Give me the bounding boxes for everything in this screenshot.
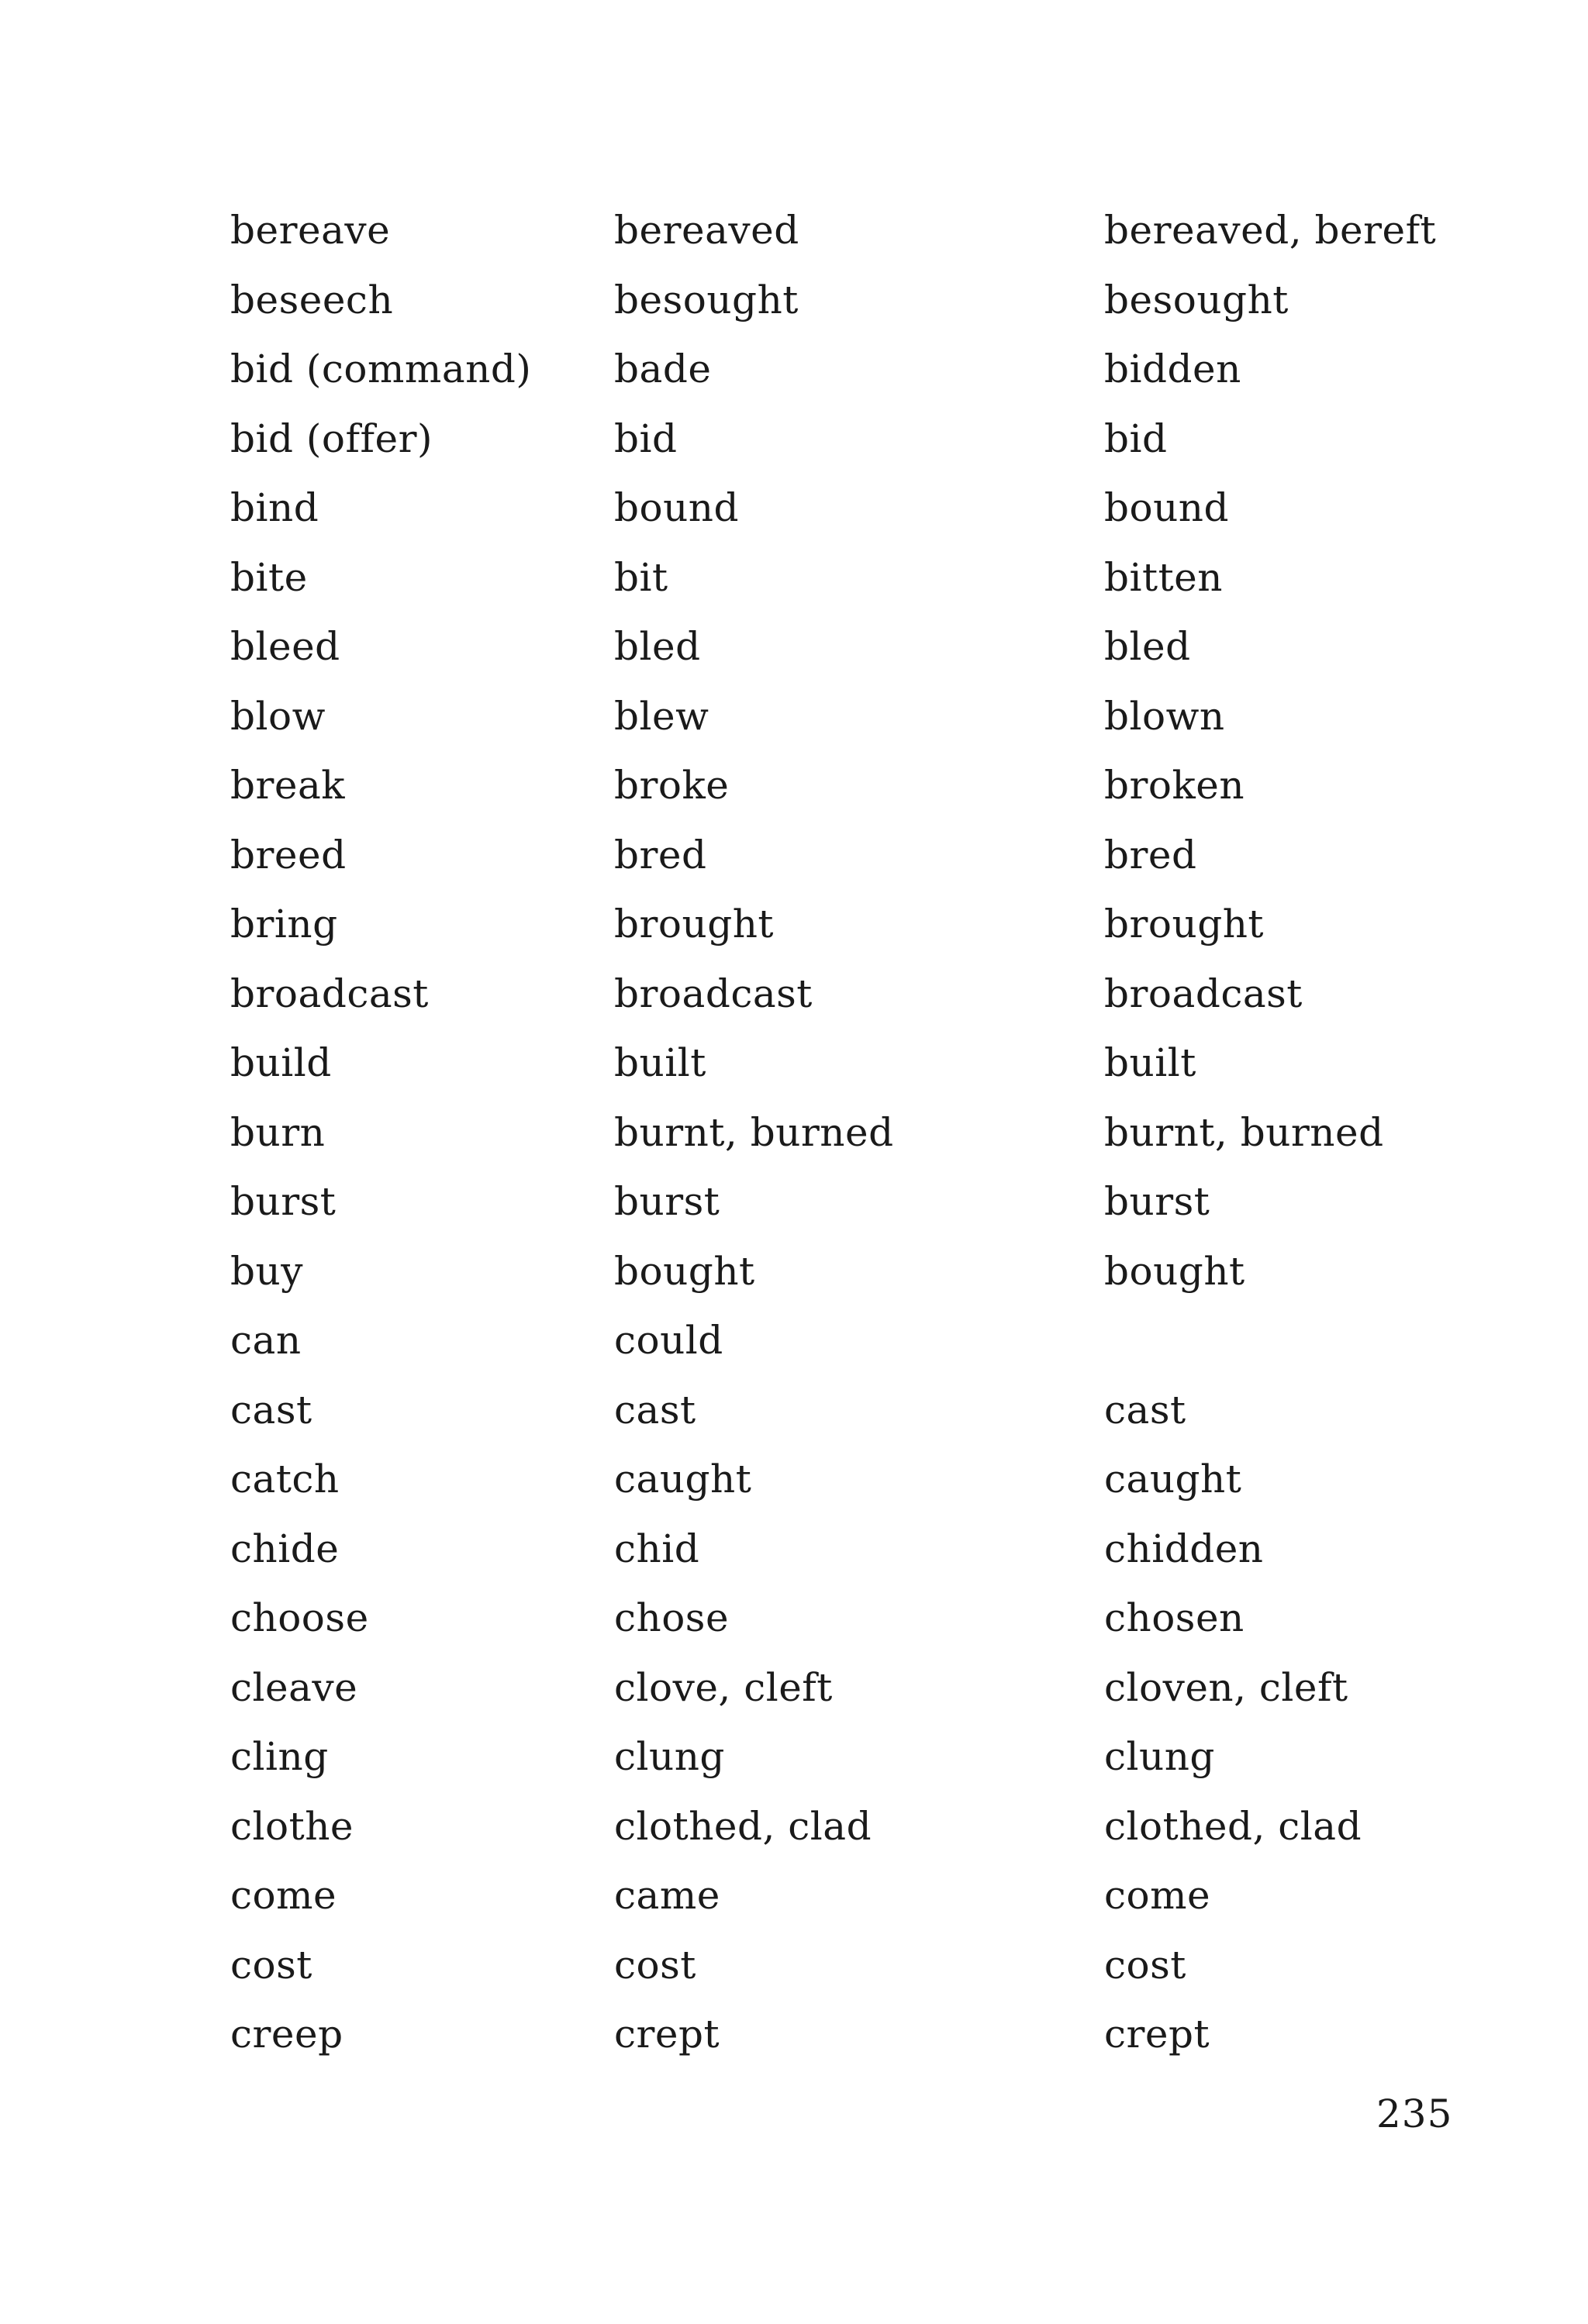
base-form-cell: burn bbox=[230, 1109, 326, 1155]
past-participle-cell: cloven, cleft bbox=[1104, 1664, 1348, 1710]
past-tense-cell: crept bbox=[614, 2012, 720, 2057]
past-participle-cell: bought bbox=[1104, 1248, 1245, 1294]
base-form-cell: choose bbox=[230, 1595, 369, 1640]
base-form-cell: chide bbox=[230, 1526, 340, 1571]
past-tense-cell: clove, cleft bbox=[614, 1664, 833, 1710]
base-form-cell: burst bbox=[230, 1179, 337, 1224]
past-participle-cell: bled bbox=[1104, 624, 1191, 669]
verb-row bbox=[230, 1732, 1471, 1802]
verb-row bbox=[230, 344, 1471, 414]
base-form-cell: bite bbox=[230, 554, 308, 600]
past-participle-cell: broadcast bbox=[1104, 971, 1303, 1016]
verb-row bbox=[230, 691, 1471, 761]
base-form-cell: broadcast bbox=[230, 971, 429, 1016]
base-form-cell: cling bbox=[230, 1734, 329, 1779]
past-tense-cell: broadcast bbox=[614, 971, 813, 1016]
base-form-cell: clothe bbox=[230, 1803, 354, 1849]
past-participle-cell: cost bbox=[1104, 1942, 1186, 1988]
past-participle-cell: chidden bbox=[1104, 1526, 1264, 1571]
base-form-cell: bind bbox=[230, 485, 319, 530]
past-participle-cell: burst bbox=[1104, 1179, 1210, 1224]
past-tense-cell: bled bbox=[614, 624, 701, 669]
verb-row bbox=[230, 1593, 1471, 1663]
past-tense-cell: built bbox=[614, 1040, 706, 1085]
past-participle-cell: bidden bbox=[1104, 347, 1241, 391]
past-participle-cell: bid bbox=[1104, 415, 1168, 461]
past-tense-cell: brought bbox=[614, 902, 775, 946]
base-form-cell: breed bbox=[230, 832, 347, 878]
past-tense-cell: blew bbox=[614, 693, 709, 739]
past-participle-cell: cast bbox=[1104, 1387, 1186, 1433]
past-tense-cell: bereaved bbox=[614, 208, 799, 253]
past-tense-cell: chid bbox=[614, 1526, 700, 1571]
base-form-cell: build bbox=[230, 1040, 332, 1085]
verb-row bbox=[230, 275, 1471, 345]
base-form-cell: cost bbox=[230, 1942, 312, 1988]
verb-row bbox=[230, 553, 1471, 622]
verb-row bbox=[230, 1038, 1471, 1108]
irregular-verbs-table bbox=[230, 205, 1471, 2079]
past-tense-cell: bound bbox=[614, 485, 740, 530]
past-tense-cell: cast bbox=[614, 1387, 696, 1433]
past-participle-cell: broken bbox=[1104, 763, 1245, 808]
base-form-cell: cleave bbox=[230, 1664, 358, 1710]
base-form-cell: catch bbox=[230, 1457, 340, 1502]
base-form-cell: come bbox=[230, 1873, 337, 1918]
verb-row bbox=[230, 1246, 1471, 1316]
verb-row bbox=[230, 830, 1471, 900]
past-tense-cell: clung bbox=[614, 1734, 725, 1779]
verb-row bbox=[230, 899, 1471, 969]
base-form-cell: bleed bbox=[230, 624, 340, 669]
page-number: 235 bbox=[1376, 2091, 1453, 2136]
verb-row bbox=[230, 1385, 1471, 1455]
past-tense-cell: besought bbox=[614, 277, 799, 322]
past-participle-cell: bred bbox=[1104, 832, 1197, 878]
past-participle-cell: blown bbox=[1104, 693, 1225, 739]
past-participle-cell: built bbox=[1104, 1040, 1196, 1085]
verb-row bbox=[230, 1802, 1471, 1871]
past-tense-cell: broke bbox=[614, 763, 730, 808]
past-participle-cell: besought bbox=[1104, 277, 1289, 322]
past-tense-cell: bred bbox=[614, 832, 707, 878]
base-form-cell: bring bbox=[230, 902, 338, 946]
verb-row bbox=[230, 1940, 1471, 2010]
base-form-cell: cast bbox=[230, 1387, 312, 1433]
verb-row bbox=[230, 760, 1471, 830]
base-form-cell: can bbox=[230, 1318, 302, 1363]
past-participle-cell: come bbox=[1104, 1873, 1211, 1918]
verb-row bbox=[230, 1871, 1471, 1940]
base-form-cell: bid (offer) bbox=[230, 415, 433, 461]
verb-row bbox=[230, 969, 1471, 1039]
past-tense-cell: bade bbox=[614, 347, 712, 391]
base-form-cell: break bbox=[230, 763, 346, 808]
past-tense-cell: cost bbox=[614, 1942, 696, 1988]
past-tense-cell: chose bbox=[614, 1595, 730, 1640]
past-tense-cell: could bbox=[614, 1318, 723, 1363]
base-form-cell: beseech bbox=[230, 277, 394, 322]
past-participle-cell: clothed, clad bbox=[1104, 1803, 1362, 1849]
verb-row bbox=[230, 205, 1471, 275]
past-tense-cell: bit bbox=[614, 554, 668, 600]
base-form-cell: bid (command) bbox=[230, 347, 532, 391]
verb-row bbox=[230, 1177, 1471, 1246]
past-tense-cell: bid bbox=[614, 415, 678, 461]
past-participle-cell: bereaved, bereft bbox=[1104, 208, 1437, 253]
verb-row bbox=[230, 1524, 1471, 1594]
past-tense-cell: caught bbox=[614, 1457, 752, 1502]
past-tense-cell: clothed, clad bbox=[614, 1803, 872, 1849]
verb-row bbox=[230, 1315, 1471, 1385]
past-participle-cell: crept bbox=[1104, 2012, 1210, 2057]
verb-row bbox=[230, 483, 1471, 553]
past-participle-cell: chosen bbox=[1104, 1595, 1245, 1640]
verb-row bbox=[230, 414, 1471, 484]
past-participle-cell: bound bbox=[1104, 485, 1230, 530]
past-participle-cell: clung bbox=[1104, 1734, 1215, 1779]
past-tense-cell: bought bbox=[614, 1248, 755, 1294]
verb-row bbox=[230, 1454, 1471, 1524]
past-participle-cell: burnt, burned bbox=[1104, 1109, 1384, 1155]
base-form-cell: buy bbox=[230, 1248, 303, 1294]
verb-row bbox=[230, 1663, 1471, 1733]
past-tense-cell: burnt, burned bbox=[614, 1109, 894, 1155]
past-tense-cell: burst bbox=[614, 1179, 720, 1224]
base-form-cell: bereave bbox=[230, 208, 391, 253]
past-participle-cell: brought bbox=[1104, 902, 1265, 946]
verb-row bbox=[230, 2009, 1471, 2079]
past-participle-cell: bitten bbox=[1104, 554, 1223, 600]
past-participle-cell: caught bbox=[1104, 1457, 1242, 1502]
past-tense-cell: came bbox=[614, 1873, 720, 1918]
verb-row bbox=[230, 622, 1471, 691]
base-form-cell: creep bbox=[230, 2012, 343, 2057]
verb-row bbox=[230, 1108, 1471, 1178]
base-form-cell: blow bbox=[230, 693, 326, 739]
